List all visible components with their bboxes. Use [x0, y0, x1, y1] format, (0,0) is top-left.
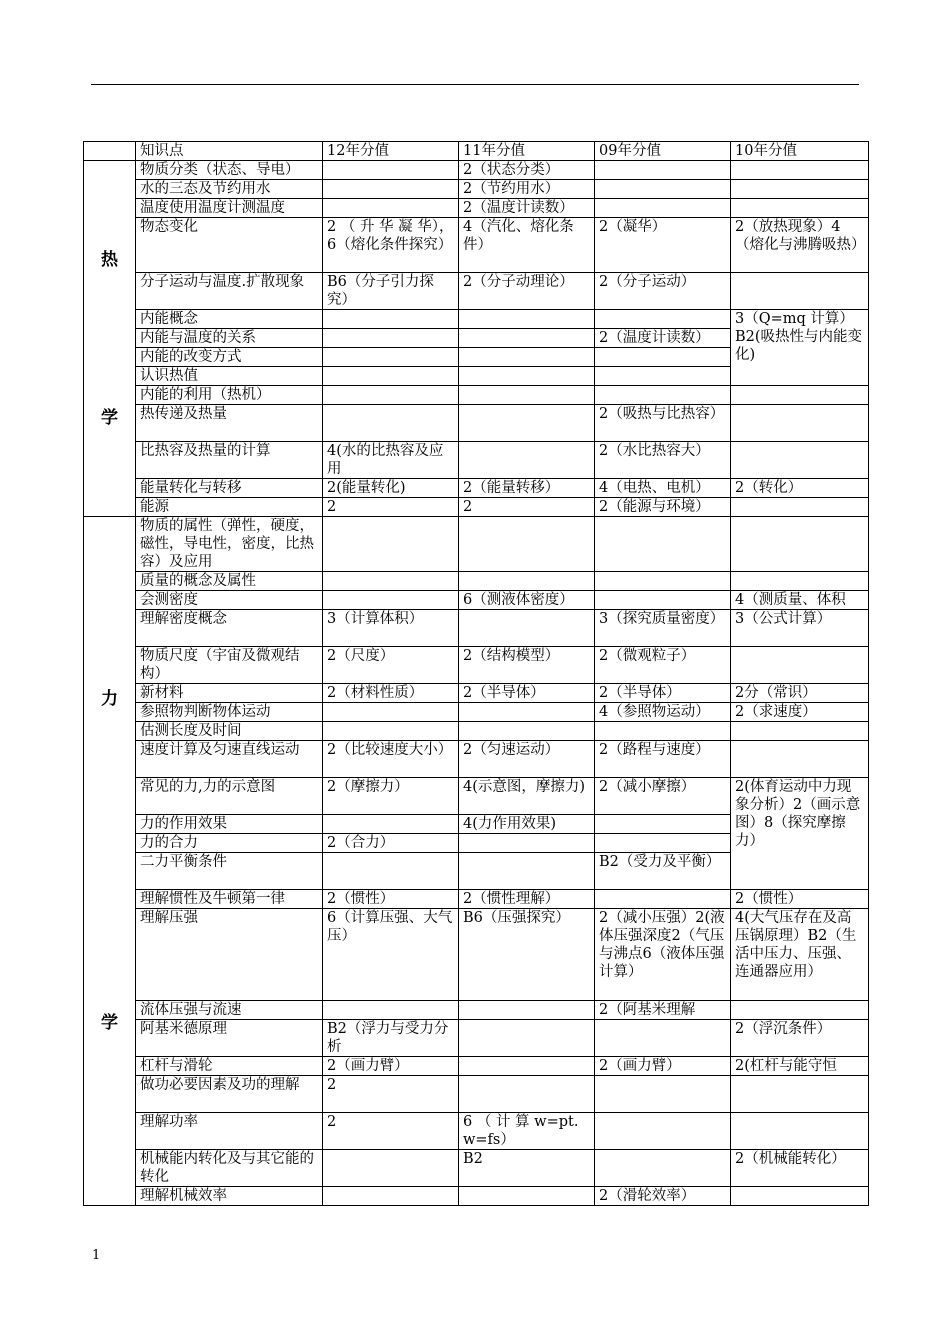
score-cell	[595, 386, 731, 405]
score-cell: B6（压强探究）	[459, 909, 595, 1001]
table-row	[84, 1020, 869, 1057]
score-cell	[323, 703, 459, 722]
score-cell: 2（水比热容大）	[595, 442, 731, 479]
score-cell: 2（温度计读数）	[459, 199, 595, 218]
score-cell: 4（测质量、体积	[731, 591, 869, 610]
table-row	[84, 386, 869, 405]
table-row	[84, 1076, 869, 1113]
score-cell	[323, 161, 459, 180]
score-cell	[459, 1076, 595, 1113]
score-table	[83, 141, 869, 1206]
score-cell: 3（Q=mq 计算）B2(吸热性与内能变化)	[731, 310, 869, 386]
score-cell: 2（节约用水）	[459, 180, 595, 199]
score-cell	[731, 517, 869, 572]
knowledge-point-cell: 阿基米德原理	[136, 1020, 323, 1057]
score-cell: 6 （ 计 算 w=pt.w=fs）	[459, 1113, 595, 1150]
score-cell: B2（浮力与受力分析	[323, 1020, 459, 1057]
score-cell: 3（探究质量密度）	[595, 610, 731, 647]
score-cell: 2（惯性）	[323, 890, 459, 909]
header-row	[84, 142, 869, 161]
score-cell	[459, 703, 595, 722]
score-cell: 3（计算体积）	[323, 610, 459, 647]
table-row	[84, 909, 869, 1001]
score-cell	[595, 1113, 731, 1150]
score-cell: 2（分子运动）	[595, 273, 731, 310]
section-label	[84, 517, 136, 1206]
score-cell	[323, 517, 459, 572]
table-row	[84, 498, 869, 517]
table-row	[84, 610, 869, 647]
score-cell	[731, 722, 869, 741]
score-cell	[731, 1187, 869, 1206]
score-cell	[323, 572, 459, 591]
header-rule	[91, 84, 859, 85]
score-cell	[323, 1187, 459, 1206]
score-cell: 3（公式计算）	[731, 610, 869, 647]
score-cell	[595, 517, 731, 572]
score-cell	[459, 572, 595, 591]
score-cell: 2（滑轮效率）	[595, 1187, 731, 1206]
score-cell: 6（计算压强、大气压）	[323, 909, 459, 1001]
score-cell: 2（求速度）	[731, 703, 869, 722]
table-row	[84, 199, 869, 218]
knowledge-point-cell: 比热容及热量的计算	[136, 442, 323, 479]
score-cell: 2（放热现象）4（熔化与沸腾吸热）	[731, 218, 869, 273]
score-cell	[459, 1001, 595, 1020]
score-cell	[731, 741, 869, 778]
score-cell	[459, 405, 595, 442]
score-cell	[459, 853, 595, 890]
knowledge-point-cell: 水的三态及节约用水	[136, 180, 323, 199]
score-cell: 2（画力臂）	[595, 1057, 731, 1076]
score-cell	[323, 199, 459, 218]
score-cell	[595, 1020, 731, 1057]
score-cell: 2（半导体）	[459, 684, 595, 703]
knowledge-point-cell: 热传递及热量	[136, 405, 323, 442]
score-cell: 2(体育运动中力现象分析）2（画示意图）8（探究摩擦力）	[731, 778, 869, 890]
score-cell: 4(水的比热容及应用	[323, 442, 459, 479]
table-row	[84, 647, 869, 684]
table-row	[84, 1113, 869, 1150]
table-row	[84, 310, 869, 329]
score-cell	[323, 815, 459, 834]
score-cell	[595, 199, 731, 218]
score-cell	[731, 273, 869, 310]
knowledge-point-cell: 二力平衡条件	[136, 853, 323, 890]
score-cell	[459, 834, 595, 853]
score-cell: 2（比较速度大小）	[323, 741, 459, 778]
table-row	[84, 442, 869, 479]
score-cell	[595, 180, 731, 199]
knowledge-point-cell: 新材料	[136, 684, 323, 703]
score-cell: 2 （ 升 华 凝 华），6（熔化条件探究）	[323, 218, 459, 273]
score-cell	[595, 310, 731, 329]
knowledge-point-cell: 机械能内转化及与其它能的转化	[136, 1150, 323, 1187]
knowledge-point-cell: 分子运动与温度.扩散现象	[136, 273, 323, 310]
score-cell	[731, 647, 869, 684]
score-cell	[323, 1150, 459, 1187]
score-cell: 2（合力）	[323, 834, 459, 853]
score-cell: 2（能源与环境）	[595, 498, 731, 517]
knowledge-point-cell: 理解密度概念	[136, 610, 323, 647]
knowledge-point-cell: 能量转化与转移	[136, 479, 323, 498]
header-corner	[84, 142, 136, 161]
score-cell	[731, 1001, 869, 1020]
score-cell	[323, 329, 459, 348]
table-row	[84, 517, 869, 572]
table-row	[84, 479, 869, 498]
score-cell: 6（测液体密度）	[459, 591, 595, 610]
score-cell: 2（温度计读数）	[595, 329, 731, 348]
header-cell: 10年分值	[731, 142, 869, 161]
score-cell	[595, 572, 731, 591]
score-cell	[595, 348, 731, 367]
knowledge-point-cell: 杠杆与滑轮	[136, 1057, 323, 1076]
knowledge-point-cell: 物态变化	[136, 218, 323, 273]
section-label	[84, 161, 136, 517]
score-cell	[323, 180, 459, 199]
score-cell	[459, 329, 595, 348]
score-cell: 2（匀速运动）	[459, 741, 595, 778]
table-row	[84, 703, 869, 722]
score-cell	[323, 405, 459, 442]
table-row	[84, 572, 869, 591]
score-cell: 2（结构模型）	[459, 647, 595, 684]
score-cell: B6（分子引力探究）	[323, 273, 459, 310]
score-cell: 2（减小压强）2(液体压强深度2（气压与沸点6（液体压强计算）	[595, 909, 731, 1001]
knowledge-point-cell: 物质的属性（弹性，硬度，磁性，导电性，密度，比热容）及应用	[136, 517, 323, 572]
knowledge-point-cell: 认识热值	[136, 367, 323, 386]
score-cell: 2（凝华）	[595, 218, 731, 273]
score-cell: 2（分子动理论）	[459, 273, 595, 310]
knowledge-point-cell: 质量的概念及属性	[136, 572, 323, 591]
score-cell	[459, 1187, 595, 1206]
score-cell: 4(示意图，摩擦力)	[459, 778, 595, 815]
score-cell: 4(大气压存在及高压锅原理）B2（生活中压力、压强、连通器应用）	[731, 909, 869, 1001]
score-cell	[731, 572, 869, 591]
knowledge-point-cell: 流体压强与流速	[136, 1001, 323, 1020]
score-cell	[731, 199, 869, 218]
score-cell	[595, 890, 731, 909]
header-cell: 12年分值	[323, 142, 459, 161]
score-cell	[323, 310, 459, 329]
section-char: 力	[101, 688, 118, 709]
score-cell: 2(杠杆与能守恒	[731, 1057, 869, 1076]
score-cell	[731, 386, 869, 405]
knowledge-point-cell: 估测长度及时间	[136, 722, 323, 741]
table-row	[84, 1150, 869, 1187]
score-cell	[731, 1113, 869, 1150]
table-row	[84, 591, 869, 610]
score-cell	[459, 1057, 595, 1076]
score-cell: 2	[323, 1076, 459, 1113]
score-cell: 2（能量转移）	[459, 479, 595, 498]
knowledge-point-cell: 内能的改变方式	[136, 348, 323, 367]
score-cell	[459, 722, 595, 741]
score-cell	[459, 442, 595, 479]
score-cell: 4(力作用效果)	[459, 815, 595, 834]
score-cell: 2（机械能转化）	[731, 1150, 869, 1187]
score-cell	[731, 498, 869, 517]
score-cell	[595, 367, 731, 386]
header-cell: 知识点	[136, 142, 323, 161]
header-cell: 11年分值	[459, 142, 595, 161]
section-char: 学	[101, 1013, 118, 1034]
table-row	[84, 273, 869, 310]
score-cell: 2（半导体）	[595, 684, 731, 703]
score-cell: 2（材料性质）	[323, 684, 459, 703]
score-cell	[459, 310, 595, 329]
knowledge-point-cell: 理解机械效率	[136, 1187, 323, 1206]
knowledge-point-cell: 常见的力,力的示意图	[136, 778, 323, 815]
score-cell	[459, 517, 595, 572]
score-cell: 4（参照物运动）	[595, 703, 731, 722]
section-char: 热	[101, 249, 118, 270]
score-cell: B2	[459, 1150, 595, 1187]
table-row	[84, 722, 869, 741]
score-cell	[459, 367, 595, 386]
score-cell: 2（画力臂）	[323, 1057, 459, 1076]
score-cell: 2(能量转化)	[323, 479, 459, 498]
score-cell: 2（阿基米理解	[595, 1001, 731, 1020]
score-cell	[323, 722, 459, 741]
score-cell	[595, 591, 731, 610]
table-row	[84, 180, 869, 199]
score-cell: 2（状态分类）	[459, 161, 595, 180]
score-cell	[731, 1076, 869, 1113]
knowledge-point-cell: 理解惯性及牛顿第一律	[136, 890, 323, 909]
knowledge-point-cell: 速度计算及匀速直线运动	[136, 741, 323, 778]
score-cell	[323, 348, 459, 367]
score-cell: 2分（常识）	[731, 684, 869, 703]
knowledge-point-cell: 温度使用温度计测温度	[136, 199, 323, 218]
page-number: 1	[92, 1248, 101, 1263]
score-cell	[323, 367, 459, 386]
table-row	[84, 1001, 869, 1020]
table-row	[84, 684, 869, 703]
score-cell: 4（电热、电机）	[595, 479, 731, 498]
table-row	[84, 890, 869, 909]
score-cell: 2（路程与速度）	[595, 741, 731, 778]
score-cell	[459, 1020, 595, 1057]
score-cell	[731, 405, 869, 442]
knowledge-point-cell: 物质分类（状态、导电）	[136, 161, 323, 180]
knowledge-point-cell: 能源	[136, 498, 323, 517]
score-cell: 2（惯性）	[731, 890, 869, 909]
score-cell: B2（受力及平衡）	[595, 853, 731, 890]
table-row	[84, 741, 869, 778]
knowledge-point-cell: 会测密度	[136, 591, 323, 610]
score-cell	[595, 1150, 731, 1187]
score-cell: 2（减小摩擦）	[595, 778, 731, 815]
score-cell	[323, 386, 459, 405]
table-row	[84, 405, 869, 442]
table-row	[84, 1187, 869, 1206]
knowledge-point-cell: 力的合力	[136, 834, 323, 853]
knowledge-point-cell: 参照物判断物体运动	[136, 703, 323, 722]
score-cell	[595, 722, 731, 741]
knowledge-point-cell: 物质尺度（宇宙及微观结构）	[136, 647, 323, 684]
score-cell	[459, 386, 595, 405]
knowledge-point-cell: 做功必要因素及功的理解	[136, 1076, 323, 1113]
knowledge-point-cell: 内能与温度的关系	[136, 329, 323, 348]
score-cell: 2（惯性理解）	[459, 890, 595, 909]
score-cell	[459, 348, 595, 367]
score-cell	[323, 591, 459, 610]
score-cell	[595, 834, 731, 853]
score-cell	[323, 853, 459, 890]
score-cell: 4（汽化、熔化条件）	[459, 218, 595, 273]
score-cell: 2（转化）	[731, 479, 869, 498]
score-cell	[595, 1076, 731, 1113]
score-cell	[323, 1001, 459, 1020]
knowledge-point-cell: 力的作用效果	[136, 815, 323, 834]
table-row	[84, 161, 869, 180]
table-row	[84, 1057, 869, 1076]
header-cell: 09年分值	[595, 142, 731, 161]
score-cell: 2（摩擦力）	[323, 778, 459, 815]
score-cell: 2（尺度）	[323, 647, 459, 684]
score-cell	[595, 815, 731, 834]
score-cell: 2	[323, 498, 459, 517]
knowledge-point-cell: 内能概念	[136, 310, 323, 329]
score-cell	[731, 161, 869, 180]
table-row	[84, 218, 869, 273]
score-cell: 2（微观粒子）	[595, 647, 731, 684]
table-row	[84, 778, 869, 815]
score-cell	[459, 610, 595, 647]
score-cell: 2（浮沉条件）	[731, 1020, 869, 1057]
knowledge-point-cell: 内能的利用（热机）	[136, 386, 323, 405]
score-cell: 2（吸热与比热容）	[595, 405, 731, 442]
knowledge-point-cell: 理解压强	[136, 909, 323, 1001]
score-cell: 2	[459, 498, 595, 517]
score-cell: 2	[323, 1113, 459, 1150]
score-cell	[731, 180, 869, 199]
knowledge-point-cell: 理解功率	[136, 1113, 323, 1150]
score-cell	[595, 161, 731, 180]
score-cell	[731, 442, 869, 479]
section-char: 学	[101, 407, 118, 428]
